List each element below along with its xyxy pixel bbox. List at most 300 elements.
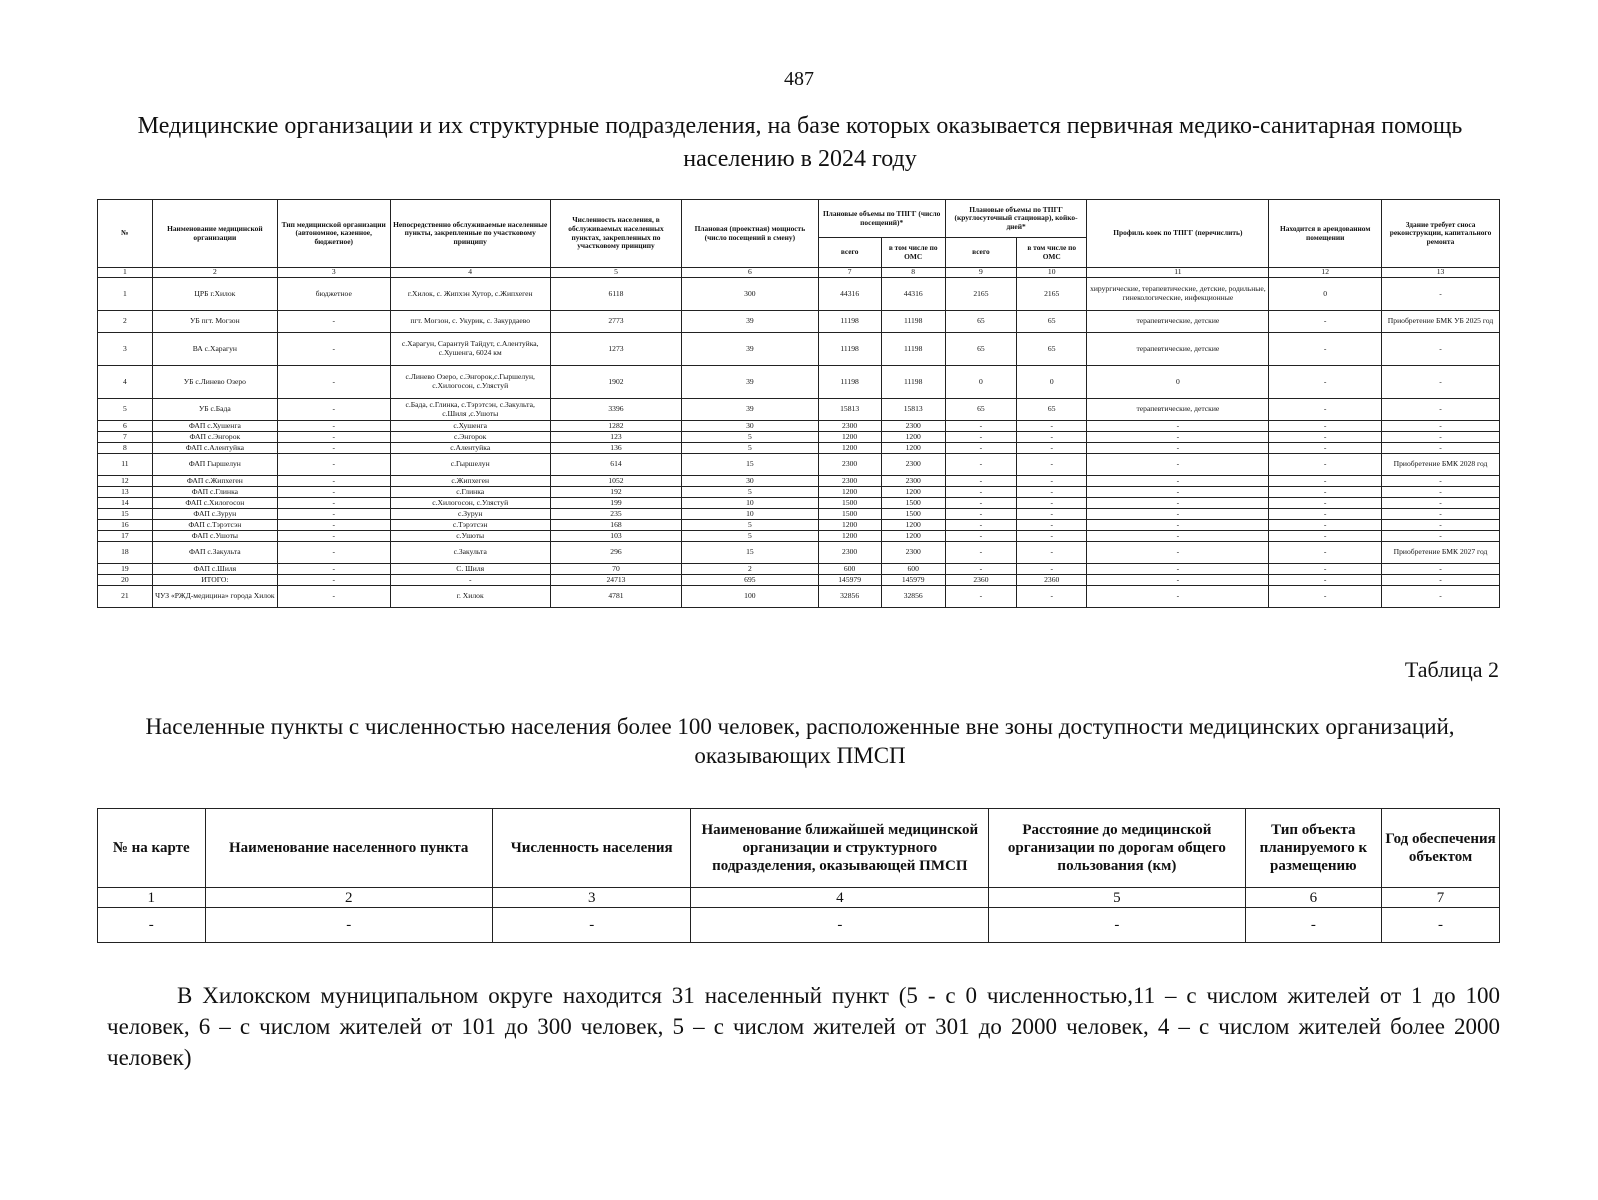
table-cell: ФАП Гыршелун: [152, 454, 277, 476]
table-cell: -: [691, 908, 989, 943]
table-cell: -: [277, 421, 390, 432]
header-bed-days-total: всего: [945, 238, 1016, 268]
table-cell: 199: [550, 498, 681, 509]
table-cell: -: [1087, 575, 1269, 586]
header-cell: Год обеспечения объектом: [1382, 809, 1500, 888]
table-cell: 4: [98, 366, 153, 399]
table-cell: 15: [682, 542, 818, 564]
table-cell: 10: [682, 498, 818, 509]
table-cell: с.Алентуйка: [390, 443, 550, 454]
table-cell: 18: [98, 542, 153, 564]
table-cell: -: [1269, 311, 1382, 333]
table-cell: 2: [682, 564, 818, 575]
table-cell: -: [1382, 575, 1500, 586]
table-row: [98, 333, 1500, 366]
table-cell: с.Закульта: [390, 542, 550, 564]
table-cell: -: [1017, 531, 1087, 542]
table-cell: 1200: [881, 432, 945, 443]
table-cell: -: [277, 531, 390, 542]
table-cell: 5: [682, 432, 818, 443]
table-row: [98, 476, 1500, 487]
table-cell: 65: [945, 333, 1016, 366]
column-number-cell: 10: [1017, 268, 1087, 278]
table-cell: -: [1382, 278, 1500, 311]
table-cell: -: [1017, 564, 1087, 575]
table-cell: -: [390, 575, 550, 586]
table-cell: ФАП с.Жипхеген: [152, 476, 277, 487]
column-number-cell: 1: [98, 888, 206, 908]
table-cell: 11198: [881, 311, 945, 333]
table-cell: -: [277, 366, 390, 399]
table-cell: 1200: [818, 487, 881, 498]
table-cell: -: [277, 311, 390, 333]
table-cell: -: [1269, 509, 1382, 520]
table-cell: ФАП с.Энгорок: [152, 432, 277, 443]
column-number-cell: 7: [818, 268, 881, 278]
table-cell: с.Глинка: [390, 487, 550, 498]
header-population: Численность населения, в обслуживаемых населенных пунктах, закрепленных по участковому принципу: [550, 200, 681, 268]
table-row: [98, 498, 1500, 509]
table-cell: -: [1269, 498, 1382, 509]
table-cell: 15: [682, 454, 818, 476]
table-cell: -: [1087, 509, 1269, 520]
table-cell: -: [277, 520, 390, 531]
header-visits-total: всего: [818, 238, 881, 268]
table-cell: -: [1269, 487, 1382, 498]
table-cell: -: [277, 399, 390, 421]
table-cell: 2300: [881, 542, 945, 564]
table-cell: 11: [98, 454, 153, 476]
table-cell: 1273: [550, 333, 681, 366]
table-cell: 1200: [818, 520, 881, 531]
table-cell: 2165: [1017, 278, 1087, 311]
table-row: [98, 509, 1500, 520]
table-cell: 2360: [945, 575, 1016, 586]
table-cell: -: [1269, 443, 1382, 454]
table-cell: 600: [881, 564, 945, 575]
table-row: [98, 366, 1500, 399]
column-number-cell: 4: [691, 888, 989, 908]
settlements-table: [97, 808, 1500, 943]
table-cell: 2: [98, 311, 153, 333]
table-cell: -: [1087, 531, 1269, 542]
table-cell: 2300: [818, 421, 881, 432]
table-cell: 136: [550, 443, 681, 454]
header-bed-days-oms: в том числе по ОМС: [1017, 238, 1087, 268]
table-cell: -: [1269, 432, 1382, 443]
column-number-cell: 6: [682, 268, 818, 278]
header-org-type: Тип медицинской организации (автономное, казенное, бюджетное): [277, 200, 390, 268]
table-cell: -: [205, 908, 492, 943]
table-cell: 5: [682, 520, 818, 531]
table-cell: -: [945, 487, 1016, 498]
column-number-cell: 3: [492, 888, 691, 908]
table-cell: -: [1017, 421, 1087, 432]
summary-paragraph: [107, 980, 1500, 1073]
table-cell: -: [1269, 586, 1382, 608]
table-cell: 168: [550, 520, 681, 531]
table-cell: УБ пгт. Могзон: [152, 311, 277, 333]
table-cell: 3: [98, 333, 153, 366]
table-cell: ЦРБ г.Хилок: [152, 278, 277, 311]
table-cell: 1500: [818, 509, 881, 520]
table-cell: -: [945, 564, 1016, 575]
table-cell: -: [1087, 454, 1269, 476]
table2-label: Таблица 2: [1404, 657, 1499, 682]
table-cell: с.Энгорок: [390, 432, 550, 443]
table-cell: 65: [945, 311, 1016, 333]
table-cell: ФАП с.Ушоты: [152, 531, 277, 542]
table-cell: -: [277, 432, 390, 443]
table-cell: -: [277, 487, 390, 498]
table-row: [98, 487, 1500, 498]
table-cell: 21: [98, 586, 153, 608]
column-number-cell: 12: [1269, 268, 1382, 278]
table-cell: С. Шиля: [390, 564, 550, 575]
table-cell: 1052: [550, 476, 681, 487]
table-cell: -: [945, 476, 1016, 487]
column-number-row: [98, 888, 1500, 908]
column-number-cell: 5: [989, 888, 1245, 908]
column-number-cell: 9: [945, 268, 1016, 278]
table-cell: 2300: [818, 454, 881, 476]
table-cell: 1200: [881, 487, 945, 498]
table-cell: -: [945, 498, 1016, 509]
table-cell: 32856: [818, 586, 881, 608]
table-cell: 12: [98, 476, 153, 487]
table-cell: 3396: [550, 399, 681, 421]
page-number: 487: [784, 68, 814, 90]
table-cell: хирургические, терапевтические, детские, родильные, гинекологические, инфекционные: [1087, 278, 1269, 311]
table-cell: -: [1382, 487, 1500, 498]
table-cell: 19: [98, 564, 153, 575]
table-cell: -: [1382, 498, 1500, 509]
table-cell: с.Хушенга: [390, 421, 550, 432]
table-cell: 44316: [818, 278, 881, 311]
table-cell: бюджетное: [277, 278, 390, 311]
table-cell: 614: [550, 454, 681, 476]
table-row: [98, 520, 1500, 531]
table-cell: -: [1017, 542, 1087, 564]
table-cell: с.Зурун: [390, 509, 550, 520]
table-cell: терапевтические, детские: [1087, 311, 1269, 333]
table-cell: -: [1382, 564, 1500, 575]
table-cell: 5: [98, 399, 153, 421]
table-cell: -: [1382, 333, 1500, 366]
table-cell: терапевтические, детские: [1087, 333, 1269, 366]
table-cell: -: [945, 509, 1016, 520]
table-cell: пгт. Могзон, с. Укурик, с. Закурдаево: [390, 311, 550, 333]
table-cell: -: [1269, 575, 1382, 586]
table-cell: -: [1017, 509, 1087, 520]
table-cell: 296: [550, 542, 681, 564]
table-cell: 39: [682, 399, 818, 421]
table-cell: 5: [682, 487, 818, 498]
table-cell: г.Хилок, с. Жипхэн Хутор, с.Жипхеген: [390, 278, 550, 311]
table-row: [98, 432, 1500, 443]
table-cell: с.Харагун, Сарантуй Тайдут, с.Алентуйка, с.Хушенга, 6024 км: [390, 333, 550, 366]
header-rented: Находится в арендованном помещении: [1269, 200, 1382, 268]
table-cell: -: [1382, 366, 1500, 399]
column-number-cell: 11: [1087, 268, 1269, 278]
table-row: [98, 531, 1500, 542]
table-cell: ВА с.Харагун: [152, 333, 277, 366]
table-cell: -: [1269, 366, 1382, 399]
table-row: [98, 454, 1500, 476]
table-cell: 1200: [818, 432, 881, 443]
table-cell: -: [945, 421, 1016, 432]
table-cell: 2300: [881, 454, 945, 476]
table-row: [98, 311, 1500, 333]
table-cell: -: [1382, 908, 1500, 943]
table-cell: ФАП с.Глинка: [152, 487, 277, 498]
table-cell: 14: [98, 498, 153, 509]
table-cell: -: [1382, 520, 1500, 531]
table-cell: -: [1382, 421, 1500, 432]
table-cell: Приобретение БМК УБ 2025 год: [1382, 311, 1500, 333]
table-cell: 4781: [550, 586, 681, 608]
table-cell: ФАП с.Хушенга: [152, 421, 277, 432]
table-cell: -: [1245, 908, 1381, 943]
table-cell: 0: [1017, 366, 1087, 399]
table-cell: -: [492, 908, 691, 943]
table-cell: -: [1017, 498, 1087, 509]
table-cell: 0: [945, 366, 1016, 399]
table-cell: 65: [1017, 333, 1087, 366]
table-cell: 1902: [550, 366, 681, 399]
table-row: [98, 399, 1500, 421]
table-cell: -: [1087, 586, 1269, 608]
table-row: [98, 575, 1500, 586]
table-cell: г. Хилок: [390, 586, 550, 608]
table-cell: 1500: [881, 509, 945, 520]
table-cell: с.Хилогосон, с.Улястуй: [390, 498, 550, 509]
column-number-cell: 7: [1382, 888, 1500, 908]
table-cell: 100: [682, 586, 818, 608]
table-cell: 2300: [818, 476, 881, 487]
table-cell: 65: [1017, 399, 1087, 421]
table-cell: -: [277, 476, 390, 487]
column-number-cell: 2: [152, 268, 277, 278]
table-cell: -: [1087, 487, 1269, 498]
table-cell: 5: [682, 531, 818, 542]
column-number-cell: 3: [277, 268, 390, 278]
table-row: [98, 443, 1500, 454]
table-cell: ФАП с.Алентуйка: [152, 443, 277, 454]
table-cell: -: [1382, 443, 1500, 454]
table-cell: 65: [1017, 311, 1087, 333]
table-cell: 11198: [818, 366, 881, 399]
table-row: [98, 564, 1500, 575]
table-cell: -: [1269, 531, 1382, 542]
header-cell: Наименование ближайшей медицинской организации и структурного подразделения, оказывающей ПМСП: [691, 809, 989, 888]
column-number-cell: 5: [550, 268, 681, 278]
table-cell: Приобретение БМК 2027 год: [1382, 542, 1500, 564]
header-visits-oms: в том числе по ОМС: [881, 238, 945, 268]
header-visits: Плановые объемы по ТПГГ (число посещений)*: [818, 200, 945, 238]
header-bed-profile: Профиль коек по ТПГГ (перечислить): [1087, 200, 1269, 268]
table-cell: 15: [98, 509, 153, 520]
table-cell: с.Гыршелун: [390, 454, 550, 476]
header-cell: Численность населения: [492, 809, 691, 888]
header-repair: Здание требует сноса реконструкции, капитального ремонта: [1382, 200, 1500, 268]
table-cell: -: [277, 454, 390, 476]
table-cell: -: [1269, 454, 1382, 476]
table-cell: 5: [682, 443, 818, 454]
table-cell: -: [1382, 476, 1500, 487]
table-cell: 192: [550, 487, 681, 498]
table-cell: -: [1017, 454, 1087, 476]
table-cell: -: [1017, 443, 1087, 454]
table-cell: ЧУЗ «РЖД-медицина» города Хилок: [152, 586, 277, 608]
table-cell: с.Бада, с.Глинка, с.Тэрэтсэн, с.Закульта, с.Шиля ,с.Ушоты: [390, 399, 550, 421]
table-cell: -: [1087, 542, 1269, 564]
table-cell: 24713: [550, 575, 681, 586]
table-cell: 2360: [1017, 575, 1087, 586]
table-cell: 300: [682, 278, 818, 311]
medical-organizations-table: [97, 199, 1500, 608]
table-cell: 11198: [818, 311, 881, 333]
summary-text: В Хилокском муниципальном округе находится 31 населенный пункт (5 - с 0 численностью,11 – с числом жителей от 1 до 100 человек, 6 – с числом жителей от 101 до 300 человек, 5 – с числом жителей от 301 до 2000 человек, 4 – с числом жителей более 2000 человек): [107, 983, 1500, 1070]
table-cell: с.Ушоты: [390, 531, 550, 542]
header-capacity: Плановая (проектная) мощность (число посещений в смену): [682, 200, 818, 268]
table-cell: -: [277, 498, 390, 509]
table-cell: -: [277, 333, 390, 366]
column-number-cell: 8: [881, 268, 945, 278]
table-cell: 16: [98, 520, 153, 531]
table-cell: 6: [98, 421, 153, 432]
table-cell: -: [1269, 399, 1382, 421]
table-cell: -: [1269, 421, 1382, 432]
table-cell: 1282: [550, 421, 681, 432]
table-cell: 39: [682, 333, 818, 366]
table-cell: 6118: [550, 278, 681, 311]
table-cell: -: [989, 908, 1245, 943]
table-cell: 145979: [881, 575, 945, 586]
table-cell: 65: [945, 399, 1016, 421]
table-cell: 70: [550, 564, 681, 575]
table-cell: -: [1017, 586, 1087, 608]
table-cell: 1500: [881, 498, 945, 509]
table-cell: -: [98, 908, 206, 943]
table-cell: 1200: [818, 443, 881, 454]
table-cell: ФАП с.Хилогосон: [152, 498, 277, 509]
table-cell: -: [277, 542, 390, 564]
table-cell: -: [277, 575, 390, 586]
table-cell: 11198: [818, 333, 881, 366]
table-cell: -: [1087, 520, 1269, 531]
table-cell: -: [1017, 432, 1087, 443]
table-cell: -: [1087, 476, 1269, 487]
table-cell: 11198: [881, 366, 945, 399]
table-cell: -: [1269, 476, 1382, 487]
table-cell: ФАП с.Шиля: [152, 564, 277, 575]
table-cell: -: [1382, 586, 1500, 608]
table-cell: -: [945, 443, 1016, 454]
table-cell: УБ с.Линево Озеро: [152, 366, 277, 399]
table-cell: -: [945, 531, 1016, 542]
table-cell: -: [1382, 399, 1500, 421]
table-cell: -: [1017, 476, 1087, 487]
table-cell: -: [945, 454, 1016, 476]
header-cell: Тип объекта планируемого к размещению: [1245, 809, 1381, 888]
table-cell: 8: [98, 443, 153, 454]
table-cell: 1200: [881, 520, 945, 531]
table-cell: ИТОГО:: [152, 575, 277, 586]
table-cell: -: [1087, 432, 1269, 443]
header-bed-days: Плановые объемы по ТПГГ (круглосуточный стационар), койко-дней*: [945, 200, 1087, 238]
table-cell: ФАП с.Тэрэтсэн: [152, 520, 277, 531]
table-cell: 10: [682, 509, 818, 520]
table-cell: 695: [682, 575, 818, 586]
table-cell: 7: [98, 432, 153, 443]
table-cell: -: [277, 564, 390, 575]
table-cell: -: [1087, 564, 1269, 575]
table-cell: 44316: [881, 278, 945, 311]
table-cell: 2773: [550, 311, 681, 333]
column-number-cell: 13: [1382, 268, 1500, 278]
table-cell: -: [945, 432, 1016, 443]
table-cell: 235: [550, 509, 681, 520]
header-org-name: Наименование медицинской организации: [152, 200, 277, 268]
table-cell: 1200: [881, 531, 945, 542]
table-cell: -: [1269, 542, 1382, 564]
table-cell: Приобретение БМК 2028 год: [1382, 454, 1500, 476]
table-cell: с.Тэрэтсэн: [390, 520, 550, 531]
header-cell: Расстояние до медицинской организации по дорогам общего пользования (км): [989, 809, 1245, 888]
table-row: [98, 586, 1500, 608]
table-cell: 15813: [881, 399, 945, 421]
table-cell: 17: [98, 531, 153, 542]
table-cell: -: [1017, 487, 1087, 498]
table-cell: -: [945, 586, 1016, 608]
table-cell: 0: [1269, 278, 1382, 311]
table-cell: -: [1087, 443, 1269, 454]
table-cell: 13: [98, 487, 153, 498]
table-cell: -: [1269, 564, 1382, 575]
table-cell: 145979: [818, 575, 881, 586]
table-cell: 103: [550, 531, 681, 542]
table-cell: -: [1017, 520, 1087, 531]
table-cell: 30: [682, 476, 818, 487]
column-number-row: [98, 268, 1500, 278]
table-cell: 1200: [881, 443, 945, 454]
table-cell: -: [945, 542, 1016, 564]
table-cell: с.Линево Озеро, с.Энгорок,с.Гыршелун, с.Хилогосон, с.Улястуй: [390, 366, 550, 399]
table-cell: 15813: [818, 399, 881, 421]
table-cell: УБ с.Бада: [152, 399, 277, 421]
table-cell: -: [1087, 498, 1269, 509]
table-cell: 2300: [818, 542, 881, 564]
table-cell: терапевтические, детские: [1087, 399, 1269, 421]
table-cell: -: [1269, 333, 1382, 366]
table-cell: 600: [818, 564, 881, 575]
table-cell: -: [945, 520, 1016, 531]
header-served-settlements: Непосредственно обслуживаемые населенные пункты, закрепленные по участковому принципу: [390, 200, 550, 268]
table-cell: -: [1087, 421, 1269, 432]
table-cell: 1200: [818, 531, 881, 542]
table-cell: 123: [550, 432, 681, 443]
table-cell: 20: [98, 575, 153, 586]
header-cell: № на карте: [98, 809, 206, 888]
table-row: [98, 421, 1500, 432]
table-cell: -: [1382, 509, 1500, 520]
table-cell: -: [1382, 531, 1500, 542]
table-cell: 39: [682, 366, 818, 399]
table-cell: 2165: [945, 278, 1016, 311]
table-cell: 32856: [881, 586, 945, 608]
table-cell: ФАП с.Закульта: [152, 542, 277, 564]
